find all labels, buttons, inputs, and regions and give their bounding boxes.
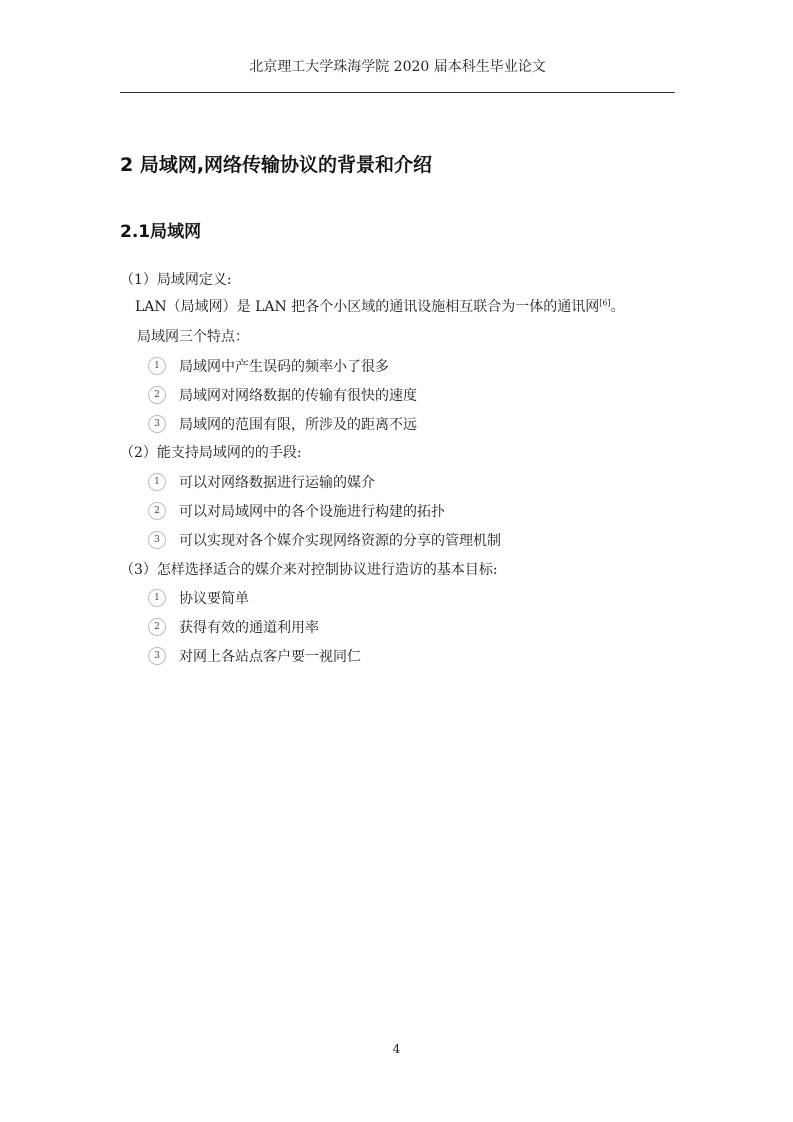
- chapter-title: 2 局域网,网络传输协议的背景和介绍: [120, 154, 433, 176]
- list-item: [148, 531, 501, 551]
- item-text: 对网上各站点客户要一视同仁: [179, 649, 361, 665]
- part2-heading: （2）能支持局域网的的手段:: [120, 445, 302, 461]
- item-number: 2: [148, 618, 166, 636]
- part3-heading: （3）怎样选择适合的媒介来对控制协议进行造访的基本目标:: [120, 562, 498, 578]
- part1-heading: （1）局域网定义:: [120, 272, 232, 288]
- item-number: 3: [148, 415, 166, 433]
- item-text: 获得有效的通道利用率: [179, 620, 319, 636]
- item-number: 1: [148, 473, 166, 491]
- list-item: [148, 473, 375, 493]
- item-text: 可以对网络数据进行运输的媒介: [179, 475, 375, 491]
- list-item: [148, 647, 361, 667]
- item-text: 可以实现对各个媒介实现网络资源的分享的管理机制: [179, 533, 501, 549]
- item-number: 3: [148, 647, 166, 665]
- list-item: [148, 415, 417, 435]
- item-text: 协议要简单: [179, 591, 249, 607]
- list-item: [148, 618, 319, 638]
- item-number: 1: [148, 589, 166, 607]
- item-text: 局域网中产生误码的频率小了很多: [179, 359, 389, 375]
- list-item: [148, 502, 445, 522]
- section-title: 2.1局域网: [120, 222, 202, 242]
- list-item: [148, 589, 249, 609]
- header-divider: [120, 92, 675, 93]
- citation-link[interactable]: [6]: [599, 298, 611, 308]
- features-intro: 局域网三个特点：: [137, 329, 249, 345]
- item-number: 2: [148, 386, 166, 404]
- list-item: [148, 357, 389, 377]
- item-text: 局域网的范围有限，所涉及的距离不远: [179, 417, 417, 433]
- page-number: 4: [392, 1042, 401, 1056]
- page-header: 北京理工大学珠海学院 2020 届本科生毕业论文: [249, 59, 546, 75]
- item-number: 3: [148, 531, 166, 549]
- definition-text: LAN（局域网）是 LAN 把各个小区域的通讯设施相互联合为一体的通讯网: [135, 299, 600, 315]
- definition-end: 。: [610, 299, 625, 315]
- item-text: 可以对局域网中的各个设施进行构建的拓扑: [179, 504, 445, 520]
- lan-definition: [135, 297, 625, 317]
- item-number: 1: [148, 357, 166, 375]
- item-text: 局域网对网络数据的传输有很快的速度: [179, 388, 417, 404]
- item-number: 2: [148, 502, 166, 520]
- list-item: [148, 386, 417, 406]
